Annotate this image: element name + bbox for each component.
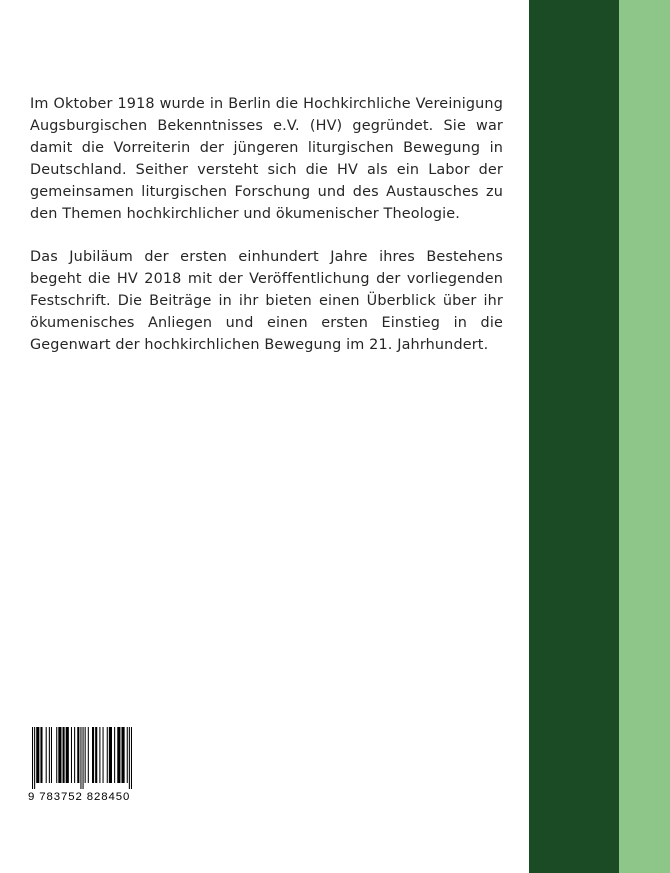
barcode-bar bbox=[51, 727, 52, 783]
barcode-bar bbox=[131, 727, 132, 789]
barcode-bar bbox=[63, 727, 65, 783]
barcode-bar bbox=[85, 727, 86, 783]
barcode-bar bbox=[32, 727, 33, 789]
barcode-bar bbox=[34, 727, 35, 789]
barcode-bar bbox=[83, 727, 84, 789]
barcode-bar bbox=[71, 727, 72, 783]
barcode-bar bbox=[114, 727, 115, 783]
barcode-bar bbox=[58, 727, 61, 783]
barcode-bar bbox=[117, 727, 120, 783]
barcode-bars bbox=[32, 727, 132, 789]
barcode-bar bbox=[36, 727, 39, 783]
barcode-bar bbox=[77, 727, 79, 783]
barcode-bar bbox=[74, 727, 75, 783]
barcode-bar bbox=[56, 727, 57, 783]
blurb-paragraph-1-text: Im Oktober 1918 wurde in Berlin die Hochkirchliche Vereinigung Augsburgischen Bekenntnisses e.V. (HV) gegründet. Sie war damit die Vorreiterin der jüngeren liturgischen Bewegung in Deutschland. Seither versteht sich die HV als ein Labor der gemeinsamen liturgischen Forschung und des Austausches zu den Themen hochkirchlicher und ökumenischer Theologie. bbox=[30, 96, 503, 222]
barcode-bar bbox=[99, 727, 100, 783]
dark-green-stripe bbox=[529, 0, 619, 873]
barcode-bar bbox=[109, 727, 112, 783]
barcode-bar bbox=[129, 727, 130, 789]
barcode-bar bbox=[95, 727, 97, 783]
barcode-bar bbox=[127, 727, 128, 783]
isbn-number: 9 783752 828450 bbox=[28, 791, 131, 803]
blurb-paragraph-1 bbox=[30, 93, 503, 225]
isbn-barcode bbox=[28, 727, 132, 809]
barcode-bar bbox=[92, 727, 94, 783]
barcode-bar bbox=[121, 727, 124, 783]
barcode-bar bbox=[40, 727, 42, 783]
barcode-bar bbox=[107, 727, 108, 783]
light-green-stripe bbox=[619, 0, 670, 873]
barcode-bar bbox=[88, 727, 89, 783]
barcode-bar bbox=[46, 727, 47, 783]
blurb-paragraph-2-text: Das Jubiläum der ersten einhundert Jahre ihres Bestehens begeht die HV 2018 mit der Veröffentlichung der vorliegenden Festschrift. Die Beiträge in ihr bieten einen Überblick über ihr ökumenisches Anliegen und einen ersten Einstieg in die Gegenwart der hochkirchlichen Bewegung im 21. Jahrhundert. bbox=[30, 249, 503, 353]
blurb-paragraph-2 bbox=[30, 246, 503, 356]
barcode-bar bbox=[49, 727, 50, 783]
barcode-bar bbox=[103, 727, 104, 783]
barcode-bar bbox=[80, 727, 81, 789]
barcode-bar bbox=[66, 727, 69, 783]
